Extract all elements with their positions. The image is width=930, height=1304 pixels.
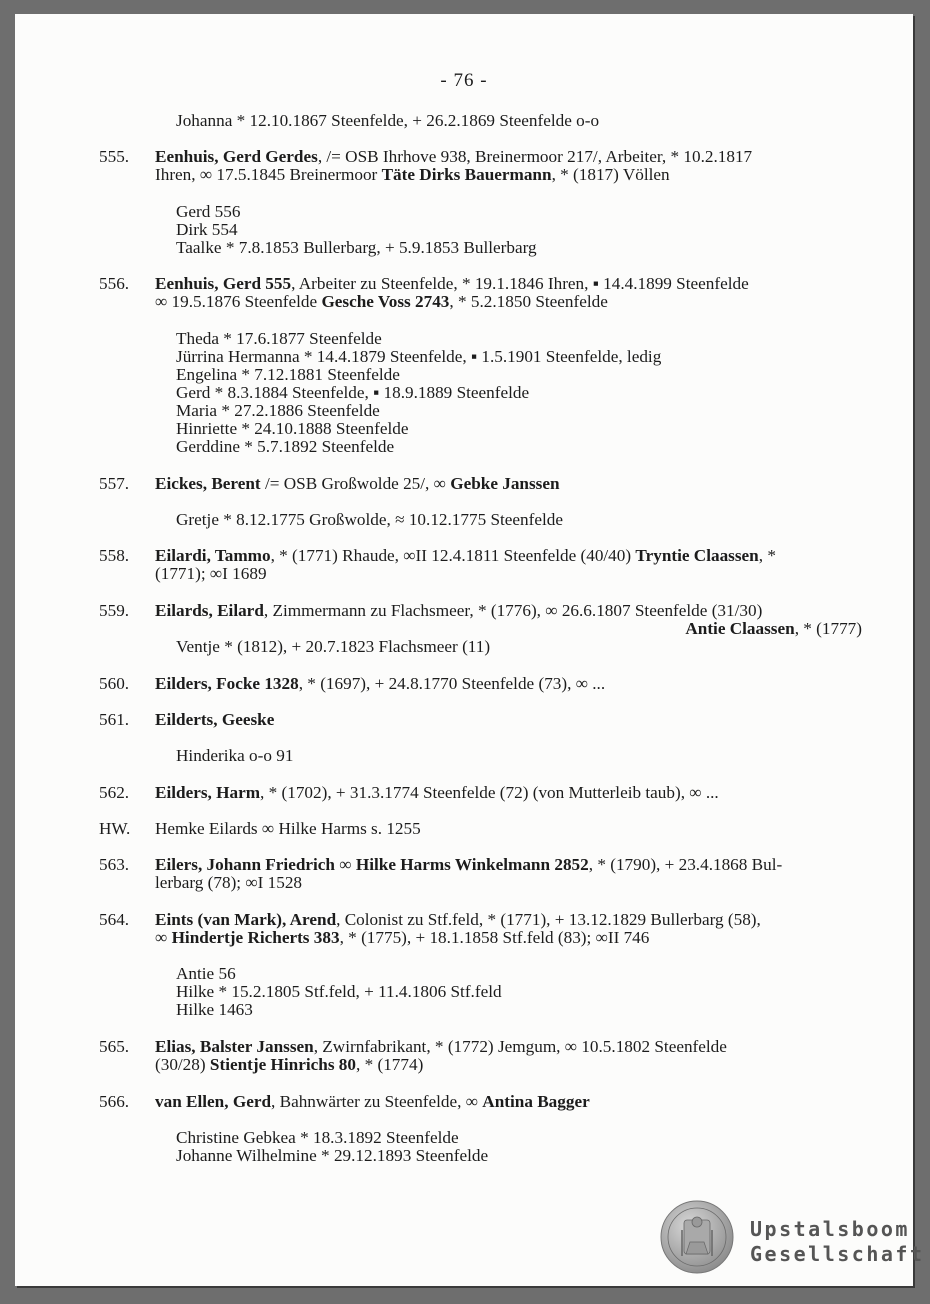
- entry-number: 557.: [99, 474, 130, 493]
- person-name: van Ellen, Gerd: [155, 1092, 272, 1111]
- entry-text: , Bahnwärter zu Steenfelde, ∞: [271, 1092, 483, 1111]
- spouse-name: Antina Bagger: [482, 1092, 590, 1111]
- entry-number: 563.: [99, 855, 130, 874]
- logo-text-line2: Gesellschaft: [750, 1242, 925, 1266]
- entry-text: , /= OSB Ihrhove 938, Breinermoor 217/, Arbeiter, * 10.2.1817: [317, 147, 753, 166]
- entry-text: /= OSB Großwolde 25/, ∞: [260, 474, 451, 493]
- person-name: Eilderts, Geeske: [155, 710, 275, 729]
- person-name: Eilers, Johann Friedrich: [155, 855, 335, 874]
- entry-558-line1: [155, 547, 776, 565]
- entry-555-line1: [155, 148, 752, 166]
- person-name: Eenhuis, Gerd 555: [155, 274, 292, 293]
- entry-text: ∞ 19.5.1876 Steenfelde: [155, 292, 322, 311]
- person-name: Eilders, Harm: [155, 783, 261, 802]
- entry-text: , Zimmermann zu Flachsmeer, * (1776), ∞ 26.6.1807 Steenfelde (31/30): [263, 601, 763, 620]
- spouse-name: Hindertje Richerts 383: [171, 928, 340, 947]
- spouse-name: Stientje Hinrichs 80: [209, 1055, 356, 1074]
- entry-563-line1: [155, 856, 782, 874]
- child-line: Gerd 556: [176, 202, 241, 221]
- entry-563-line2: lerbarg (78); ∞I 1528: [155, 873, 303, 892]
- child-line: Gerddine * 5.7.1892 Steenfelde: [176, 437, 395, 456]
- child-line: Dirk 554: [176, 220, 238, 239]
- entry-number: 555.: [99, 147, 130, 166]
- document-page: [15, 14, 925, 1286]
- entry-566-line1: [155, 1093, 590, 1111]
- child-line: Engelina * 7.12.1881 Steenfelde: [176, 365, 400, 384]
- entry-text: , * (1790), + 23.4.1868 Bul-: [588, 855, 783, 874]
- entry-number: 560.: [99, 674, 130, 693]
- entry-number: 565.: [99, 1037, 130, 1056]
- child-line: Gretje * 8.12.1775 Großwolde, ≈ 10.12.1775 Steenfelde: [176, 510, 564, 529]
- entry-555-line2: [155, 166, 670, 184]
- entry-text: Ihren, ∞ 17.5.1845 Breinermoor: [155, 165, 382, 184]
- entry-564-line2: [155, 929, 649, 947]
- entry-558-line2: (1771); ∞I 1689: [155, 564, 267, 583]
- child-line: Gerd * 8.3.1884 Steenfelde, ▪ 18.9.1889 Steenfelde: [176, 383, 530, 402]
- entry-565-line1: [155, 1038, 727, 1056]
- entry-number: 564.: [99, 910, 130, 929]
- spouse-name: Täte Dirks Bauermann: [381, 165, 552, 184]
- entry-text: (30/28): [155, 1055, 210, 1074]
- entry-560-line1: [155, 675, 605, 693]
- entry-564-line1: [155, 911, 761, 929]
- entry-text: , * (1817) Völlen: [551, 165, 670, 184]
- spouse-name: Hilke Harms Winkelmann 2852: [355, 855, 589, 874]
- entry-text: , * (1697), + 24.8.1770 Steenfelde (73), ∞ ...: [298, 674, 606, 693]
- entry-565-line2: [155, 1056, 423, 1074]
- entry-text: ∞: [155, 928, 172, 947]
- entry-number: 561.: [99, 710, 130, 729]
- entry-hw-line1: Hemke Eilards ∞ Hilke Harms s. 1255: [155, 819, 421, 838]
- child-line: Hinderika o-o 91: [176, 746, 294, 765]
- entry-text: , * (1771) Rhaude, ∞II 12.4.1811 Steenfelde (40/40): [270, 546, 636, 565]
- entry-text: , * (1775), + 18.1.1858 Stf.feld (83); ∞II 746: [339, 928, 650, 947]
- entry-562-line1: [155, 784, 719, 802]
- person-name: Eickes, Berent: [155, 474, 261, 493]
- entry-559-line2: [685, 620, 862, 638]
- entry-557-line1: [155, 475, 560, 493]
- entry-561-line1: [155, 711, 274, 729]
- child-line: Hilke 1463: [176, 1000, 253, 1019]
- child-line: Christine Gebkea * 18.3.1892 Steenfelde: [176, 1128, 459, 1147]
- entry-text: , Colonist zu Stf.feld, * (1771), + 13.12.1829 Bullerbarg (58),: [336, 910, 761, 929]
- child-line: Johanna * 12.10.1867 Steenfelde, + 26.2.1869 Steenfelde o-o: [176, 111, 600, 130]
- child-line: Maria * 27.2.1886 Steenfelde: [176, 401, 380, 420]
- entry-556-line2: [155, 293, 608, 311]
- spouse-name: Antie Claassen: [685, 619, 795, 638]
- child-line: Jürrina Hermanna * 14.4.1879 Steenfelde, ▪ 1.5.1901 Steenfelde, ledig: [176, 347, 662, 366]
- logo-text-line1: Upstalsboom: [750, 1217, 910, 1241]
- entry-text: ∞: [335, 855, 356, 874]
- entry-text: , * (1777): [794, 619, 862, 638]
- person-name: Eints (van Mark), Arend: [155, 910, 337, 929]
- person-name: Eilardi, Tammo: [155, 546, 271, 565]
- entry-number: HW.: [99, 819, 131, 838]
- entry-text: , Zwirnfabrikant, * (1772) Jemgum, ∞ 10.5.1802 Steenfelde: [313, 1037, 727, 1056]
- person-name: Eenhuis, Gerd Gerdes: [155, 147, 318, 166]
- person-name: Eilards, Eilard: [155, 601, 264, 620]
- entry-text: , *: [758, 546, 776, 565]
- child-line: Antie 56: [176, 964, 236, 983]
- child-line: Johanne Wilhelmine * 29.12.1893 Steenfelde: [176, 1146, 489, 1165]
- seal-logo-icon: [660, 1200, 734, 1274]
- child-line: Hilke * 15.2.1805 Stf.feld, + 11.4.1806 Stf.feld: [176, 982, 502, 1001]
- entry-number: 558.: [99, 546, 130, 565]
- entry-559-line1: [155, 602, 762, 620]
- entry-text: , * 5.2.1850 Steenfelde: [449, 292, 608, 311]
- person-name: Eilders, Focke 1328: [155, 674, 299, 693]
- entry-556-line1: [155, 275, 749, 293]
- page-number: - 76 -: [440, 70, 488, 91]
- person-name: Elias, Balster Janssen: [155, 1037, 314, 1056]
- entry-number: 566.: [99, 1092, 130, 1111]
- entry-number: 559.: [99, 601, 130, 620]
- child-line: Taalke * 7.8.1853 Bullerbarg, + 5.9.1853 Bullerbarg: [176, 238, 537, 257]
- entry-number: 562.: [99, 783, 130, 802]
- entry-text: , * (1702), + 31.3.1774 Steenfelde (72) (von Mutterleib taub), ∞ ...: [260, 783, 719, 802]
- child-line: Ventje * (1812), + 20.7.1823 Flachsmeer (11): [176, 637, 491, 656]
- spouse-name: Gebke Janssen: [450, 474, 560, 493]
- entry-text: , Arbeiter zu Steenfelde, * 19.1.1846 Ihren, ▪ 14.4.1899 Steenfelde: [291, 274, 749, 293]
- entry-text: , * (1774): [356, 1055, 424, 1074]
- spouse-name: Tryntie Claassen: [635, 546, 759, 565]
- spouse-name: Gesche Voss 2743: [321, 292, 450, 311]
- child-line: Theda * 17.6.1877 Steenfelde: [176, 329, 382, 348]
- entry-number: 556.: [99, 274, 130, 293]
- child-line: Hinriette * 24.10.1888 Steenfelde: [176, 419, 409, 438]
